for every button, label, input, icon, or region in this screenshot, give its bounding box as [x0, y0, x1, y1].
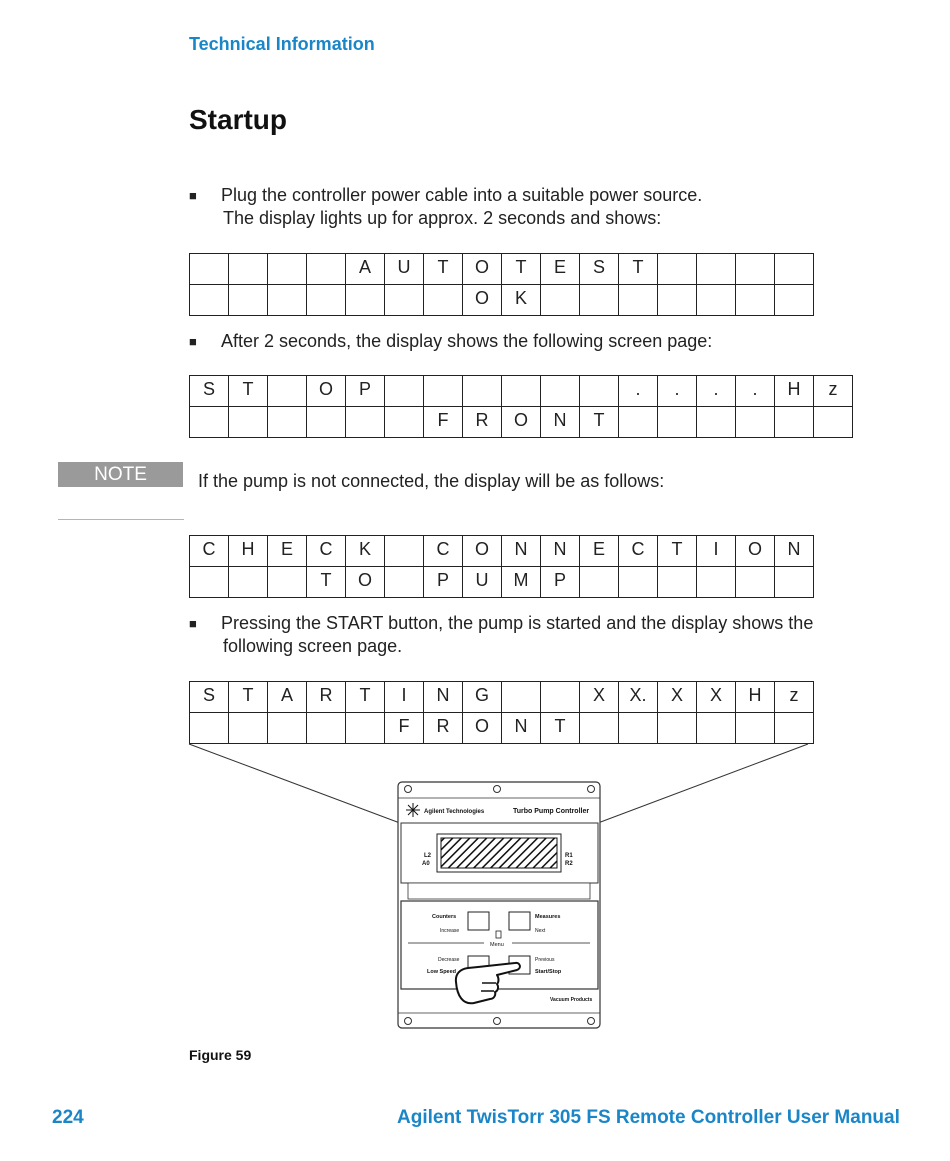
display-cell: A: [268, 682, 307, 713]
section-header: Technical Information: [189, 34, 375, 54]
display-cell: G: [463, 682, 502, 713]
display-cell: O: [307, 376, 346, 407]
display-cell: O: [463, 285, 502, 316]
display-cell: K: [346, 536, 385, 567]
display-cell: I: [697, 536, 736, 567]
display-cell: T: [580, 407, 619, 438]
display-cell: T: [502, 254, 541, 285]
figure-caption: Figure 59: [189, 1047, 252, 1063]
led-label-l2: L2: [424, 853, 432, 859]
display-cell: .: [658, 376, 697, 407]
display-cell: K: [502, 285, 541, 316]
display-cell: N: [541, 407, 580, 438]
display-cell: R: [424, 713, 463, 744]
display-cell: R: [463, 407, 502, 438]
display-cell: T: [229, 682, 268, 713]
note-label: NOTE: [58, 462, 183, 487]
display-cell: z: [814, 376, 853, 407]
display-cell: O: [463, 536, 502, 567]
footer-manual-title: Agilent TwisTorr 305 FS Remote Controller User Manual: [397, 1107, 900, 1128]
bullet-text: Pressing the START button, the pump is started and the display shows the: [221, 613, 814, 633]
display-cell: N: [502, 536, 541, 567]
bullet-icon: ■: [189, 616, 197, 631]
lcd-screen: [441, 838, 557, 868]
bullet-text-continued: following screen page.: [223, 636, 403, 656]
display-cell: P: [424, 567, 463, 598]
low-speed-label: Low Speed: [427, 969, 457, 975]
display-cell: M: [502, 567, 541, 598]
measures-key[interactable]: [509, 912, 530, 930]
menu-led-icon: [496, 931, 501, 938]
bullet-text: After 2 seconds, the display shows the following screen page:: [221, 331, 713, 351]
display-cell: C: [190, 536, 229, 567]
display-cell: T: [424, 254, 463, 285]
display-cell: z: [775, 682, 814, 713]
display-cell: X: [697, 682, 736, 713]
page-title: Startup: [189, 104, 287, 135]
display-cell: N: [775, 536, 814, 567]
display-cell: H: [229, 536, 268, 567]
vacuum-products-label: Vacuum Products: [550, 997, 593, 1003]
menu-label: Menu: [490, 942, 504, 948]
display-cell: F: [385, 713, 424, 744]
led-label-r2: R2: [565, 861, 573, 867]
display-cell: U: [385, 254, 424, 285]
display-cell: O: [502, 407, 541, 438]
display-cell: .: [619, 376, 658, 407]
display-cell: E: [580, 536, 619, 567]
display-cell: O: [736, 536, 775, 567]
display-cell: X.: [619, 682, 658, 713]
display-cell: E: [268, 536, 307, 567]
previous-label: Previous: [535, 957, 555, 963]
display-cell: H: [775, 376, 814, 407]
display-cell: E: [541, 254, 580, 285]
led-label-a0: A0: [422, 861, 430, 867]
display-cell: R: [307, 682, 346, 713]
increase-label: Increase: [440, 928, 460, 934]
display-cell: T: [346, 682, 385, 713]
display-cell: T: [658, 536, 697, 567]
display-cell: T: [229, 376, 268, 407]
display-cell: O: [346, 567, 385, 598]
display-cell: P: [541, 567, 580, 598]
display-cell: S: [190, 682, 229, 713]
bullet-text-continued: The display lights up for approx. 2 seconds and shows:: [223, 208, 662, 228]
display-cell: F: [424, 407, 463, 438]
display-cell: P: [346, 376, 385, 407]
display-cell: C: [619, 536, 658, 567]
footer-page-number: 224: [52, 1107, 84, 1128]
display-cell: A: [346, 254, 385, 285]
display-cell: X: [580, 682, 619, 713]
agilent-logo-icon: [406, 803, 420, 817]
display-cell: O: [463, 254, 502, 285]
note-text: If the pump is not connected, the display will be as follows:: [198, 471, 665, 491]
display-cell: .: [736, 376, 775, 407]
bullet-icon: ■: [189, 188, 197, 203]
led-label-r1: R1: [565, 853, 573, 859]
display-cell: U: [463, 567, 502, 598]
display-cell: X: [658, 682, 697, 713]
display-cell: H: [736, 682, 775, 713]
display-cell: C: [307, 536, 346, 567]
display-cell: O: [463, 713, 502, 744]
start-stop-label: Start/Stop: [535, 969, 562, 975]
display-cell: S: [190, 376, 229, 407]
display-cell: N: [502, 713, 541, 744]
display-cell: N: [424, 682, 463, 713]
display-cell: C: [424, 536, 463, 567]
next-label: Next: [535, 928, 546, 934]
model-label: Turbo Pump Controller: [513, 808, 590, 815]
counters-label: Counters: [432, 914, 457, 920]
display-cell: .: [697, 376, 736, 407]
display-cell: S: [580, 254, 619, 285]
display-cell: T: [619, 254, 658, 285]
brand-label: Agilent Technologies: [424, 809, 485, 815]
bullet-icon: ■: [189, 334, 197, 349]
display-cell: T: [307, 567, 346, 598]
display-cell: I: [385, 682, 424, 713]
display-cell: T: [541, 713, 580, 744]
bullet-text: Plug the controller power cable into a suitable power source.: [221, 185, 703, 205]
decrease-label: Decrease: [438, 957, 460, 963]
counters-key[interactable]: [468, 912, 489, 930]
measures-label: Measures: [535, 914, 561, 920]
display-cell: N: [541, 536, 580, 567]
